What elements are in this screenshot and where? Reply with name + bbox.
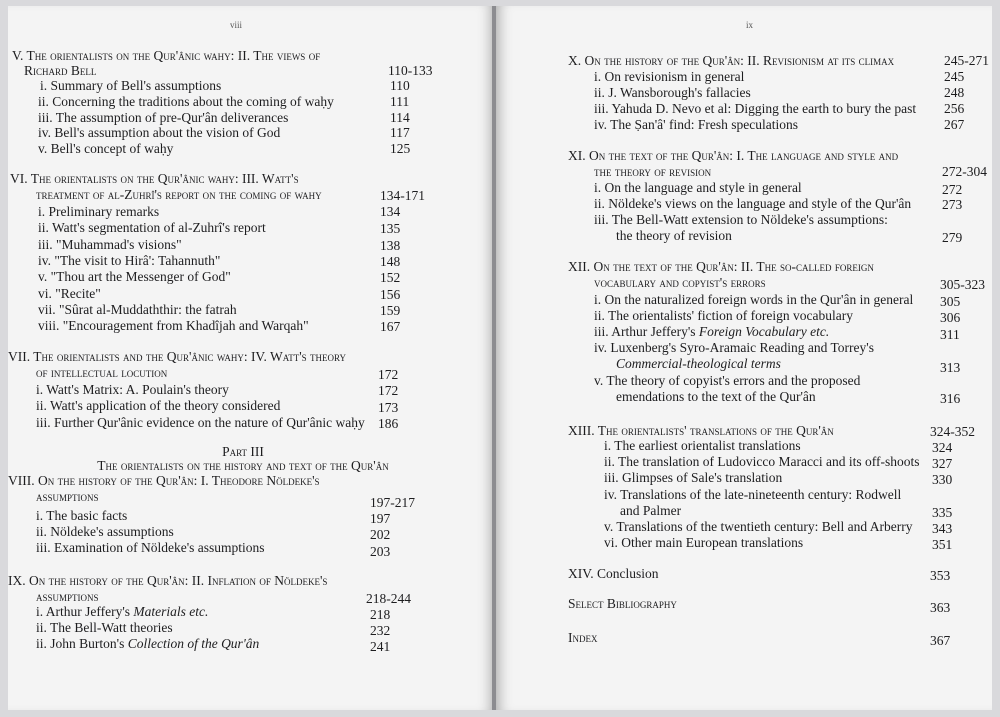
toc-item: iv. Bell's assumption about the vision of God [38, 125, 281, 140]
part-subtitle: The orientalists on the history and text of the Qur'ân [97, 458, 389, 473]
toc-page: 148 [380, 254, 401, 269]
toc-page: 125 [390, 141, 411, 156]
toc-page: 114 [390, 110, 410, 125]
toc-item: iii. The assumption of pre-Qur'ân deliverances [38, 110, 289, 125]
toc-page: 313 [940, 360, 961, 375]
toc-heading-cont: of intellectual locution [36, 365, 168, 380]
toc-item: ii. The orientalists' fiction of foreign vocabulary [594, 308, 853, 323]
toc-item: ii. Watt's segmentation of al-Zuhrî's report [38, 220, 266, 235]
book-spread [8, 6, 992, 710]
toc-heading-cont: Richard Bell [24, 63, 97, 78]
toc-item: iv. Translations of the late-nineteenth century: Rodwell [604, 487, 902, 502]
toc-page: 245 [944, 69, 965, 84]
toc-page: 353 [930, 568, 951, 583]
toc-heading-cont: assumptions [36, 489, 99, 504]
toc-page: 135 [380, 221, 401, 236]
toc-page: 117 [390, 125, 410, 140]
toc-heading-cont: the theory of revision [594, 164, 712, 179]
toc-item: iv. Luxenberg's Syro-Aramaic Reading and Torrey's [594, 340, 874, 355]
toc-item: ii. Nöldeke's assumptions [36, 524, 174, 539]
toc-heading: X. On the history of the Qur'ân: II. Revisionism at its climax [568, 53, 895, 68]
toc-item: i. Preliminary remarks [38, 204, 160, 219]
toc-heading: Index [568, 630, 598, 645]
toc-item: iii. Glimpses of Sale's translation [604, 470, 783, 485]
page-number: viii [230, 20, 243, 30]
toc-item: vi. "Recite" [38, 286, 101, 301]
toc-item: i. On revisionism in general [594, 69, 745, 84]
toc-item: i. Watt's Matrix: A. Poulain's theory [36, 382, 229, 397]
toc-item: i. The basic facts [36, 508, 128, 523]
toc-item: i. The earliest orientalist translations [604, 438, 801, 453]
toc-item: iii. Yahuda D. Nevo et al: Digging the earth to bury the past [594, 101, 917, 116]
toc-page: 256 [944, 101, 965, 116]
toc-page: 351 [932, 537, 953, 552]
toc-page: 232 [370, 623, 391, 638]
toc-item: viii. "Encouragement from Khadîjah and Warqah" [38, 318, 309, 333]
toc-heading-cont: treatment of al-Zuhrî's report on the coming of wahy [36, 187, 322, 202]
toc-heading-cont: vocabulary and copyist's errors [594, 275, 766, 290]
toc-item: v. Bell's concept of waḥy [38, 141, 174, 156]
toc-page: 311 [940, 327, 960, 342]
toc-heading: IX. On the history of the Qur'ân: II. Inflation of Nöldeke's [8, 573, 328, 588]
toc-page: 197 [370, 511, 391, 526]
toc-item-cont: and Palmer [620, 503, 682, 518]
toc-page: 367 [930, 633, 951, 648]
toc-item: ii. The Bell-Watt theories [36, 620, 173, 635]
toc-page: 327 [932, 456, 953, 471]
toc-item: ii. Watt's application of the theory considered [36, 398, 281, 413]
toc-item-cont: Commercial-theological terms [616, 356, 781, 371]
toc-item-cont: emendations to the text of the Qur'ân [616, 389, 816, 404]
toc-page: 305-323 [940, 277, 985, 292]
toc-item: ii. John Burton's Collection of the Qur'ân [36, 636, 260, 651]
toc-page: 330 [932, 472, 953, 487]
toc-page: 197-217 [370, 495, 415, 510]
toc-page: 241 [370, 639, 391, 654]
toc-item: i. On the naturalized foreign words in the Qur'ân in general [594, 292, 914, 307]
toc-item: iv. "The visit to Hirâ': Tahannuth" [38, 253, 221, 268]
toc-page: 186 [378, 416, 399, 431]
toc-page: 218 [370, 607, 391, 622]
toc-page: 172 [378, 383, 399, 398]
toc-page: 173 [378, 400, 399, 415]
toc-page: 134-171 [380, 188, 425, 203]
toc-item: v. "Thou art the Messenger of God" [38, 269, 231, 284]
toc-item: ii. Nöldeke's views on the language and style of the Qur'ân [594, 196, 912, 211]
toc-page: 316 [940, 391, 961, 406]
toc-page: 324 [932, 440, 953, 455]
toc-item: i. Summary of Bell's assumptions [40, 78, 222, 93]
toc-page: 218-244 [366, 591, 411, 606]
toc-page: 363 [930, 600, 951, 615]
toc-item: vi. Other main European translations [604, 535, 804, 550]
toc-page: 305 [940, 294, 961, 309]
toc-page: 138 [380, 238, 401, 253]
toc-heading: VIII. On the history of the Qur'ân: I. Theodore Nöldeke's [8, 473, 320, 488]
toc-heading: VII. The orientalists and the Qur'ânic wahy: IV. Watt's theory [8, 349, 347, 364]
toc-page: 110-133 [388, 63, 433, 78]
toc-item: iii. Further Qur'ânic evidence on the nature of Qur'ânic waḥy [36, 415, 365, 430]
right-page [496, 6, 992, 710]
page-number: ix [746, 20, 754, 30]
toc-page: 335 [932, 505, 953, 520]
toc-heading: XI. On the text of the Qur'ân: I. The language and style and [568, 148, 899, 163]
toc-page: 172 [378, 367, 399, 382]
toc-page: 245-271 [944, 53, 989, 68]
toc-item: i. Arthur Jeffery's Materials etc. [36, 604, 209, 619]
toc-page: 248 [944, 85, 965, 100]
toc-page: 156 [380, 287, 401, 302]
toc-item: v. Translations of the twentieth century: Bell and Arberry [604, 519, 913, 534]
toc-page: 306 [940, 310, 961, 325]
toc-item: iii. Examination of Nöldeke's assumptions [36, 540, 265, 555]
toc-item-cont: the theory of revision [616, 228, 732, 243]
toc-item: iii. The Bell-Watt extension to Nöldeke's assumptions: [594, 212, 888, 227]
toc-page: 110 [390, 78, 410, 93]
left-page [8, 6, 494, 710]
toc-page: 202 [370, 527, 391, 542]
toc-heading-cont: assumptions [36, 589, 99, 604]
toc-page: 111 [390, 94, 410, 109]
toc-item: ii. J. Wansborough's fallacies [594, 85, 751, 100]
toc-item: i. On the language and style in general [594, 180, 802, 195]
toc-heading: Select Bibliography [568, 596, 677, 611]
toc-page: 167 [380, 319, 401, 334]
toc-heading: XII. On the text of the Qur'ân: II. The so-called foreign [568, 259, 874, 274]
toc-item: vii. "Sûrat al-Muddaththir: the fatrah [38, 302, 237, 317]
toc-heading: XIV. Conclusion [568, 566, 659, 581]
toc-item: v. The theory of copyist's errors and the proposed [594, 373, 861, 388]
toc-heading: V. The orientalists on the Qur'ânic wahy: II. The views of [12, 48, 321, 63]
toc-item: ii. Concerning the traditions about the coming of waḥy [38, 94, 334, 109]
toc-page: 343 [932, 521, 953, 536]
toc-page: 152 [380, 270, 401, 285]
toc-item: iii. "Muhammad's visions" [38, 237, 182, 252]
part-title: Part III [222, 444, 264, 459]
toc-item: iii. Arthur Jeffery's Foreign Vocabulary etc. [594, 324, 830, 339]
toc-page: 272-304 [942, 164, 987, 179]
toc-page: 273 [942, 197, 963, 212]
toc-page: 134 [380, 204, 401, 219]
toc-heading: XIII. The orientalists' translations of the Qur'ân [568, 423, 834, 438]
toc-page: 272 [942, 182, 963, 197]
toc-item: iv. The Ṣan'â' find: Fresh speculations [594, 117, 798, 132]
toc-page: 159 [380, 303, 401, 318]
toc-page: 267 [944, 117, 965, 132]
toc-page: 203 [370, 544, 391, 559]
toc-page: 279 [942, 230, 963, 245]
toc-heading: VI. The orientalists on the Qur'ânic wahy: III. Watt's [10, 171, 299, 186]
toc-item: ii. The translation of Ludovicco Maracci and its off-shoots [604, 454, 920, 469]
toc-page: 324-352 [930, 424, 975, 439]
